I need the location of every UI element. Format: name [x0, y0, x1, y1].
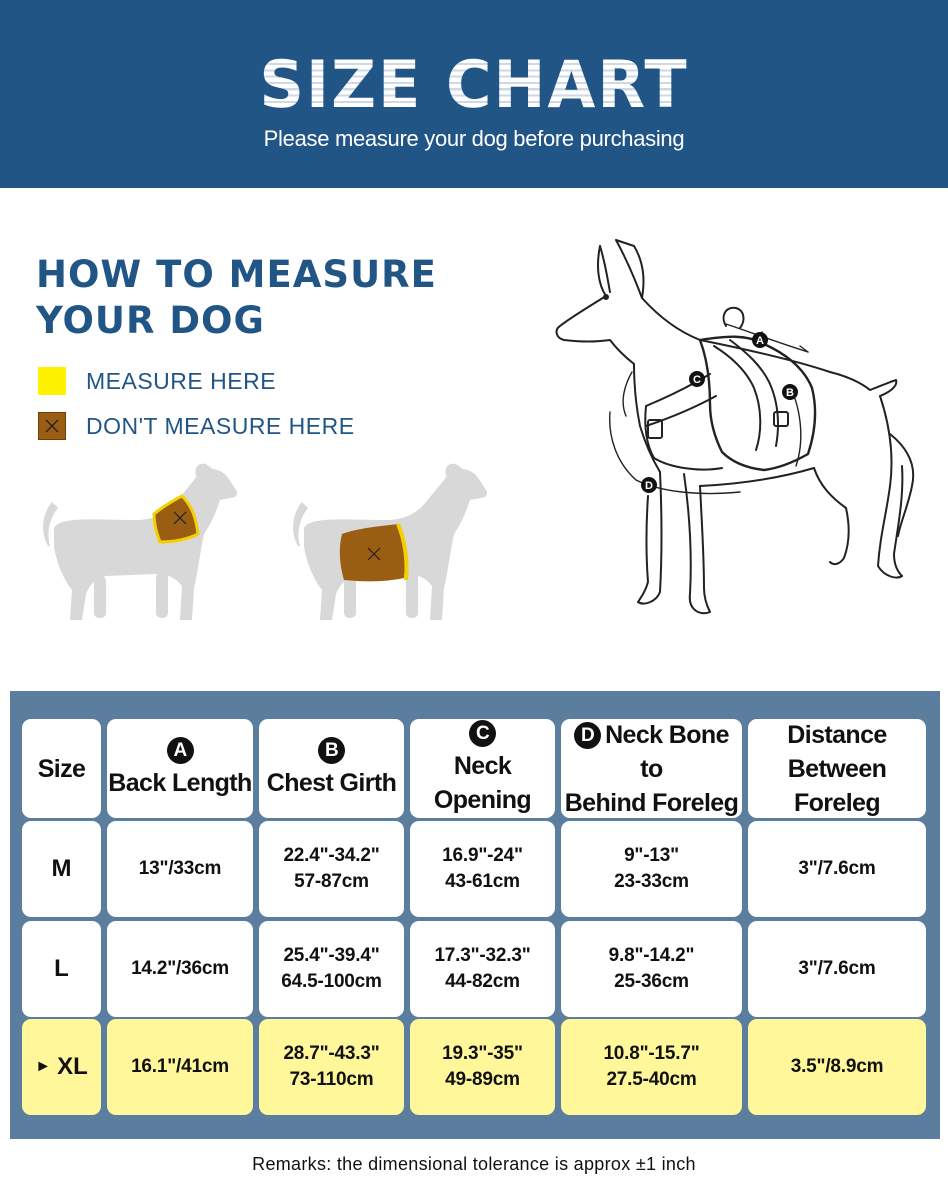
value-in: 25.4"-39.4" [283, 945, 380, 966]
marker-a-label: A [756, 335, 764, 347]
value-cm: 44-82cm [445, 971, 520, 992]
value-in: 16.9"-24" [442, 845, 523, 866]
legend-label: DON'T MEASURE HERE [86, 412, 355, 439]
value-in: 10.8"-15.7" [603, 1043, 700, 1064]
yellow-swatch-icon [38, 367, 66, 395]
legend-label: MEASURE HERE [86, 367, 277, 394]
header-back-length-label: Back Length [108, 769, 252, 797]
table-row-size [22, 821, 101, 917]
badge-b-icon: B [318, 737, 345, 764]
remarks-text: Remarks: the dimensional tolerance is approx ±1 inch [252, 1154, 696, 1174]
value-in: 28.7"-43.3" [283, 1043, 380, 1064]
value-cm: 64.5-100cm [281, 971, 382, 992]
cell-neck-bone [561, 1019, 742, 1115]
badge-c-icon: C [469, 720, 496, 747]
header-chest-girth [259, 719, 404, 818]
header-chest-girth-label: Chest Girth [266, 769, 397, 797]
cell-neck-opening [410, 921, 555, 1017]
cell-neck-opening [410, 821, 555, 917]
header-neck-bone-line1 [561, 718, 742, 786]
size-label: L [54, 955, 69, 982]
size-label: XL [57, 1053, 88, 1080]
header-neck-bone [561, 719, 742, 818]
cell-chest-girth [259, 821, 404, 917]
how-to-measure-title [36, 252, 456, 344]
value: 14.2"/36cm [131, 958, 229, 979]
value: 3.5"/8.9cm [790, 1056, 884, 1077]
page-subtitle: Please measure your dog before purchasing [263, 126, 685, 151]
cell-neck-bone [561, 921, 742, 1017]
value-cm: 57-87cm [294, 871, 369, 892]
header-neck-opening [410, 719, 555, 818]
cell-back-length [107, 821, 253, 917]
value: 3"/7.6cm [798, 858, 876, 879]
dog-chest-icon [286, 462, 491, 632]
page-title: SIZE CHART [0, 46, 948, 123]
size-label: M [51, 855, 72, 882]
cell-distance-foreleg [748, 821, 926, 917]
marker-b-label: B [786, 387, 794, 399]
brown-x-swatch-icon [38, 412, 66, 440]
value-in: 19.3"-35" [442, 1043, 523, 1064]
value: 3"/7.6cm [798, 958, 876, 979]
selected-arrow-icon: ► [35, 1058, 52, 1075]
legend-measure-here [38, 366, 276, 396]
value-in: 17.3"-32.3" [434, 945, 531, 966]
header-size [22, 719, 101, 818]
value: 16.1"/41cm [131, 1056, 229, 1077]
table-row-size [22, 1019, 101, 1115]
value-cm: 27.5-40cm [606, 1069, 697, 1090]
header-banner [0, 0, 948, 188]
badge-d-icon: D [574, 722, 601, 749]
size-table [10, 691, 940, 1139]
header-distance-label-2: Foreleg [793, 788, 881, 817]
value-cm: 49-89cm [445, 1069, 520, 1090]
marker-d-label: D [645, 480, 653, 492]
cell-back-length [107, 921, 253, 1017]
header-size-label: Size [37, 754, 86, 783]
cell-back-length [107, 1019, 253, 1115]
cell-chest-girth [259, 1019, 404, 1115]
cell-neck-bone [561, 821, 742, 917]
dog-harness-diagram [550, 236, 920, 640]
cell-distance-foreleg [748, 921, 926, 1017]
header-distance-foreleg [748, 719, 926, 818]
cell-distance-foreleg [748, 1019, 926, 1115]
value-in: 9"-13" [624, 845, 679, 866]
value-cm: 25-36cm [614, 971, 689, 992]
value-cm: 23-33cm [614, 871, 689, 892]
legend-dont-measure-here [38, 411, 355, 441]
how-title-line1: HOW TO MEASURE [36, 253, 437, 296]
header-neck-bone-label-1: Neck Bone to [605, 720, 729, 783]
header-neck-opening-label: Neck Opening [433, 752, 532, 814]
value: 13"/33cm [138, 858, 222, 879]
cell-neck-opening [410, 1019, 555, 1115]
header-neck-bone-label-2: Behind Foreleg [564, 788, 739, 817]
how-title-line2: YOUR DOG [36, 299, 265, 342]
table-row-size [22, 921, 101, 1017]
header-back-length [107, 719, 253, 818]
marker-c-label: C [693, 374, 701, 386]
value-in: 22.4"-34.2" [283, 845, 380, 866]
badge-a-icon: A [167, 737, 194, 764]
cell-chest-girth [259, 921, 404, 1017]
value-cm: 43-61cm [445, 871, 520, 892]
value-cm: 73-110cm [289, 1069, 374, 1090]
value-in: 9.8"-14.2" [608, 945, 695, 966]
header-distance-label-1: Distance Between [787, 720, 887, 783]
dog-neck-icon [36, 462, 241, 632]
